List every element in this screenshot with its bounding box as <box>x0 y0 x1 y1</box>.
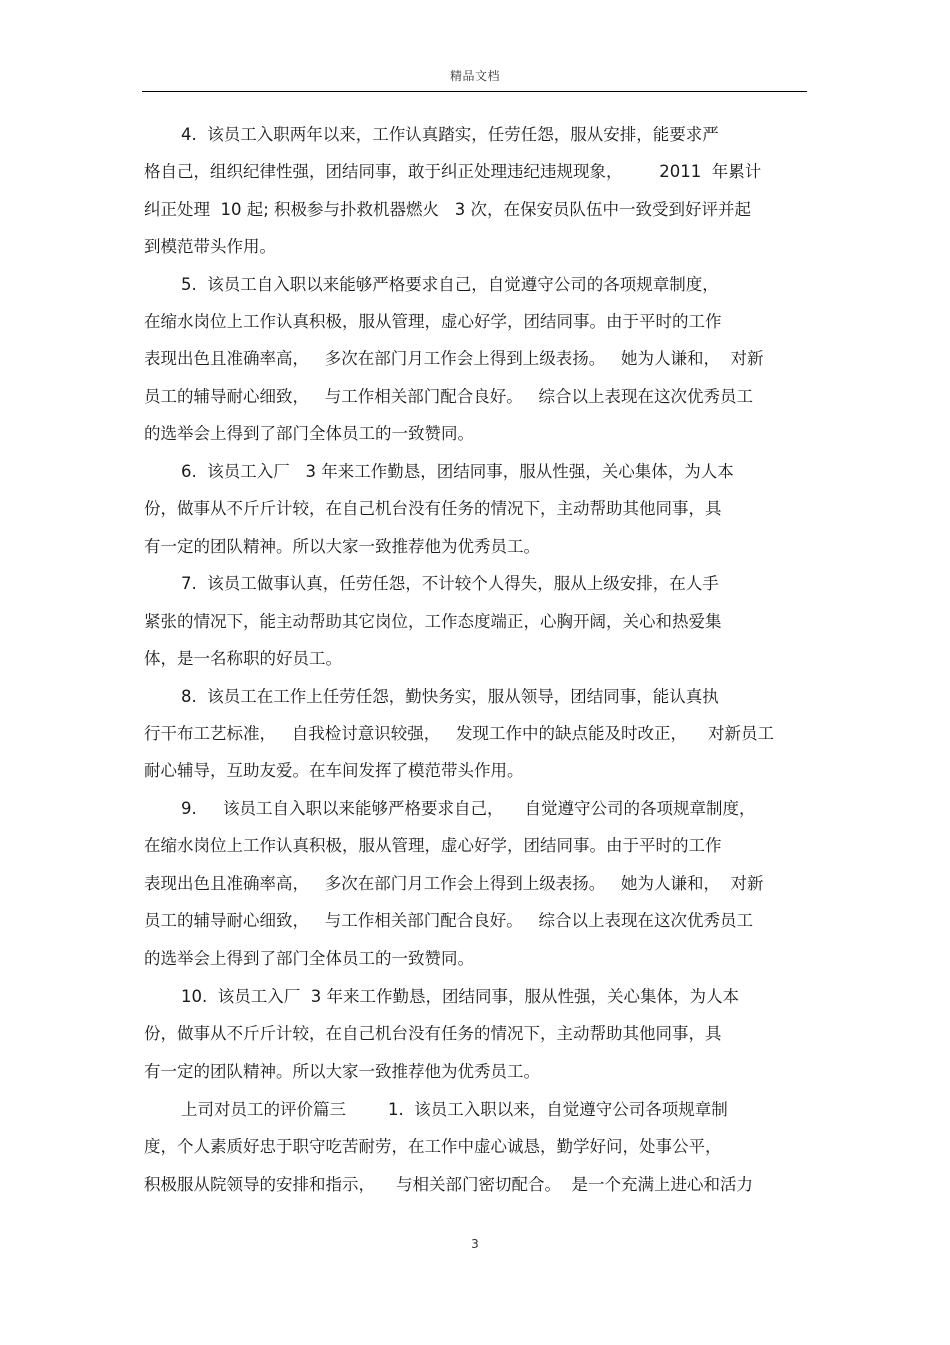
text-line: 纠正处理 10 起; 积极参与扑救机器燃火 3 次，在保安员队伍中一致受到好评并起 <box>144 200 752 219</box>
text-line: 8. 该员工在工作上任劳任怨，勤快务实，服从领导，团结同事，能认真执 <box>181 687 719 706</box>
text-line: 有一定的团队精神。所以大家一致推荐他为优秀员工。 <box>144 537 540 556</box>
text-line: 上司对员工的评价篇三 1. 该员工入职以来，自觉遵守公司各项规章制 <box>181 1100 728 1119</box>
text-line: 紧张的情况下，能主动帮助其它岗位，工作态度端正，心胸开阔，关心和热爱集 <box>144 612 722 631</box>
text-line: 积极服从院领导的安排和指示， 与相关部门密切配合。 是一个充满上进心和活力 <box>144 1175 753 1194</box>
text-line: 格自己，组织纪律性强，团结同事，敢于纠正处理违纪违规现象， 2011 年累计 <box>144 162 762 181</box>
text-line: 9. 该员工自入职以来能够严格要求自己， 自觉遵守公司的各项规章制度， <box>181 799 756 818</box>
text-line: 到模范带头作用。 <box>144 237 276 256</box>
text-line: 在缩水岗位上工作认真积极，服从管理，虚心好学，团结同事。由于平时的工作 <box>144 836 722 855</box>
text-line: 体，是一名称职的好员工。 <box>144 649 342 668</box>
text-line: 6. 该员工入厂 3 年来工作勤恳，团结同事，服从性强，关心集体，为人本 <box>181 462 734 481</box>
text-line: 份，做事从不斤斤计较，在自己机台没有任务的情况下，主动帮助其他同事，具 <box>144 499 722 518</box>
text-line: 10. 该员工入厂 3 年来工作勤恳，团结同事，服从性强，关心集体，为人本 <box>181 987 739 1006</box>
text-line: 表现出色且准确率高， 多次在部门月工作会上得到上级表扬。 她为人谦和， 对新 <box>144 349 764 368</box>
text-line: 的选举会上得到了部门全体员工的一致赞同。 <box>144 949 474 968</box>
header-divider <box>142 91 807 92</box>
text-line: 份，做事从不斤斤计较，在自己机台没有任务的情况下，主动帮助其他同事，具 <box>144 1024 722 1043</box>
text-line: 在缩水岗位上工作认真积极，服从管理，虚心好学，团结同事。由于平时的工作 <box>144 312 722 331</box>
page-header-title: 精品文档 <box>449 69 500 83</box>
text-line: 7. 该员工做事认真，任劳任怨，不计较个人得失，服从上级安排，在人手 <box>181 574 719 593</box>
text-line: 有一定的团队精神。所以大家一致推荐他为优秀员工。 <box>144 1062 540 1081</box>
text-line: 4. 该员工入职两年以来，工作认真踏实，任劳任怨，服从安排，能要求严 <box>181 125 719 144</box>
text-line: 耐心辅导，互助友爱。在车间发挥了模范带头作用。 <box>144 761 524 780</box>
text-line: 员工的辅导耐心细致， 与工作相关部门配合良好。 综合以上表现在这次优秀员工 <box>144 387 753 406</box>
text-line: 行干布工艺标准， 自我检讨意识较强， 发现工作中的缺点能及时改正， 对新员工 <box>144 724 774 743</box>
page-number: 3 <box>471 1237 479 1251</box>
text-line: 度，个人素质好忠于职守吃苦耐劳，在工作中虚心诚恳，勤学好问，处事公平， <box>144 1137 722 1156</box>
text-line: 5. 该员工自入职以来能够严格要求自己，自觉遵守公司的各项规章制度， <box>181 275 719 294</box>
text-line: 员工的辅导耐心细致， 与工作相关部门配合良好。 综合以上表现在这次优秀员工 <box>144 911 753 930</box>
text-line: 表现出色且准确率高， 多次在部门月工作会上得到上级表扬。 她为人谦和， 对新 <box>144 874 764 893</box>
text-line: 的选举会上得到了部门全体员工的一致赞同。 <box>144 424 474 443</box>
